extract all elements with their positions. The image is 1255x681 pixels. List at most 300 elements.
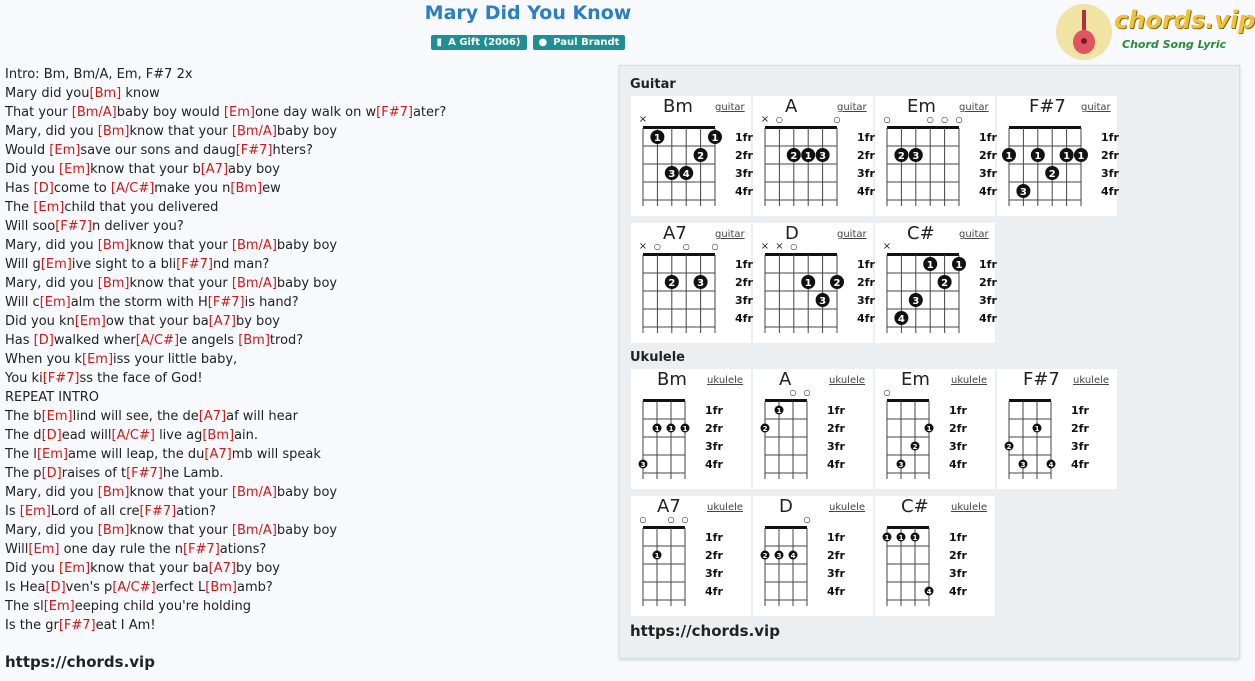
logo-tagline: Chord Song Lyric [1122, 38, 1227, 51]
chord-name[interactable]: [A/C#] [112, 580, 156, 595]
lyric-line [5, 198, 605, 217]
chord-name[interactable]: [Em] [33, 200, 65, 215]
lyric-text: ew [262, 181, 281, 196]
lyric-text: child that you delivered [64, 200, 219, 215]
chord-name[interactable]: [Em] [49, 143, 81, 158]
lyric-text: Mary, did you [5, 238, 98, 253]
lyric-line [5, 103, 605, 122]
lyric-line [5, 521, 605, 540]
svg-text:1: 1 [682, 425, 688, 433]
lyric-text: ven's p [65, 580, 113, 595]
logo-text: chords.vip [1114, 6, 1255, 34]
instrument-link[interactable]: guitar [837, 102, 867, 113]
chord-name[interactable]: [D] [33, 333, 54, 348]
svg-text:2fr: 2fr [705, 422, 723, 435]
svg-text:○: ○ [926, 115, 934, 124]
chord-diagram [753, 369, 873, 489]
chord-diagram [753, 96, 873, 216]
chord-name[interactable]: [A/C#] [110, 181, 155, 196]
svg-text:2: 2 [668, 278, 676, 289]
svg-text:4fr: 4fr [735, 185, 753, 198]
chord-card-a7[interactable] [631, 496, 751, 616]
song-badges [0, 35, 1056, 50]
lyric-line [5, 122, 605, 141]
lyrics-block [5, 65, 605, 635]
svg-text:○: ○ [682, 242, 690, 251]
album-label: A Gift (2006) [448, 37, 521, 48]
lyric-text: Did you kn [5, 314, 75, 329]
svg-text:4fr: 4fr [979, 312, 997, 325]
lyric-text: ive sight to a bli [71, 257, 177, 272]
lyric-text: The l [5, 447, 37, 462]
chord-diagram [875, 223, 995, 343]
svg-text:4fr: 4fr [735, 312, 753, 325]
chord-name[interactable]: [A7] [200, 162, 229, 177]
chord-card-name: A [779, 369, 792, 390]
svg-text:3fr: 3fr [705, 440, 723, 453]
lyric-text: erfect L [155, 580, 206, 595]
svg-text:1: 1 [776, 407, 782, 415]
svg-text:2fr: 2fr [1071, 422, 1089, 435]
chord-card-d[interactable] [753, 223, 873, 343]
lyric-line [5, 578, 605, 597]
svg-text:1fr: 1fr [735, 131, 753, 144]
svg-text:○: ○ [639, 515, 647, 524]
album-icon: ▮ [436, 37, 443, 48]
svg-text:3fr: 3fr [857, 294, 875, 307]
chord-name[interactable]: [Em] [40, 257, 72, 272]
lyric-text: know that your [129, 485, 232, 500]
svg-text:3fr: 3fr [827, 440, 845, 453]
svg-text:3fr: 3fr [735, 294, 753, 307]
chord-name[interactable]: [F#7] [126, 466, 163, 481]
lyric-text: Has [5, 333, 34, 348]
instrument-link[interactable]: guitar [837, 229, 867, 240]
chord-name[interactable]: [F#7] [207, 295, 245, 310]
instrument-link[interactable]: ukulele [829, 502, 866, 513]
svg-text:×: × [638, 241, 648, 252]
svg-text:2: 2 [762, 552, 768, 560]
lyric-text: nd man? [212, 257, 270, 272]
chord-card-name: F#7 [1029, 96, 1066, 117]
lyric-text: baby boy [276, 276, 338, 291]
site-logo[interactable] [1054, 2, 1255, 62]
chord-name[interactable]: [Bm/A] [231, 238, 277, 253]
svg-text:1: 1 [654, 425, 660, 433]
lyric-text: Did you [5, 162, 60, 177]
chord-name[interactable]: [Bm/A] [231, 276, 277, 291]
lyric-text: one day rule the n [59, 542, 183, 557]
instrument-link[interactable]: guitar [715, 229, 745, 240]
lyric-text: Intro: Bm, Bm/A, Em, F#7 2x [5, 67, 193, 82]
lyric-line [5, 407, 605, 426]
svg-text:3: 3 [912, 151, 920, 162]
svg-text:3: 3 [819, 296, 827, 307]
chord-card-bm[interactable] [631, 369, 751, 489]
svg-text:4: 4 [1048, 461, 1054, 469]
instrument-link[interactable]: ukulele [951, 375, 988, 386]
chord-card-name: A [785, 96, 798, 117]
lyric-text: Will [5, 542, 29, 557]
lyric-text: save our sons and daug [80, 143, 236, 158]
chord-name[interactable]: [F#7] [176, 257, 213, 272]
svg-text:○: ○ [681, 515, 689, 524]
chord-diagrams-panel [619, 65, 1240, 659]
lyric-line [5, 388, 605, 407]
svg-text:1: 1 [804, 151, 812, 162]
chord-name[interactable]: [Em] [59, 162, 91, 177]
lyric-text: Will c [5, 295, 40, 310]
chord-name[interactable]: [Em] [41, 409, 73, 424]
chord-name[interactable]: [Bm] [89, 86, 122, 101]
lyric-text: Did you [5, 561, 60, 576]
chord-card-csharp[interactable] [875, 223, 995, 343]
chord-name[interactable]: [D] [41, 428, 62, 443]
svg-text:2fr: 2fr [949, 422, 967, 435]
chord-diagram [875, 369, 995, 489]
chord-card-a7[interactable] [631, 223, 751, 343]
svg-text:○: ○ [790, 242, 798, 251]
svg-text:1fr: 1fr [857, 131, 875, 144]
lyric-text: Is [5, 504, 20, 519]
panel-footer-link[interactable]: https://chords.vip [630, 622, 780, 640]
chord-name[interactable]: [Em] [74, 314, 106, 329]
svg-text:4fr: 4fr [857, 312, 875, 325]
svg-text:2: 2 [897, 151, 905, 162]
svg-text:1: 1 [654, 552, 660, 560]
lyric-line [5, 350, 605, 369]
chord-name[interactable]: [F#7] [235, 143, 273, 158]
chord-name[interactable]: [A7] [204, 447, 232, 462]
chord-name[interactable]: [Em] [59, 561, 91, 576]
song-title: Mary Did You Know [424, 2, 632, 24]
lyric-line [5, 141, 605, 160]
chord-name[interactable]: [Em] [39, 295, 71, 310]
svg-text:1fr: 1fr [705, 531, 723, 544]
chord-name[interactable]: [Bm/A] [231, 124, 277, 139]
lyric-text: iss your little baby, [113, 352, 238, 367]
lyric-text: he Lamb. [162, 466, 224, 481]
chord-card-name: D [785, 223, 799, 244]
chord-diagram [753, 496, 873, 616]
svg-text:1: 1 [884, 534, 890, 542]
svg-text:4: 4 [897, 314, 905, 325]
chord-card-name: F#7 [1023, 369, 1060, 390]
svg-text:×: × [760, 114, 770, 125]
chord-name[interactable]: [F#7] [376, 105, 413, 120]
chord-name[interactable]: [Em] [19, 504, 51, 519]
lyric-text: by boy [235, 561, 280, 576]
chord-card-csharp[interactable] [875, 496, 995, 616]
chord-name[interactable]: [Bm] [97, 238, 130, 253]
lyric-line [5, 255, 605, 274]
svg-text:1: 1 [804, 278, 812, 289]
lyric-text: REPEAT INTRO [5, 390, 100, 405]
svg-text:3fr: 3fr [949, 440, 967, 453]
svg-text:2fr: 2fr [979, 276, 997, 289]
instrument-link[interactable]: guitar [959, 229, 989, 240]
lyric-text: know that your [129, 124, 232, 139]
svg-text:3: 3 [776, 552, 782, 560]
svg-text:○: ○ [667, 515, 675, 524]
lyric-text: baby boy [276, 238, 338, 253]
lyric-text: You ki [5, 371, 43, 386]
svg-text:1: 1 [1034, 425, 1040, 433]
lyric-text: e angels [179, 333, 239, 348]
lyric-text: baby boy [276, 485, 338, 500]
svg-text:1: 1 [1077, 151, 1085, 162]
chord-card-name: A7 [663, 223, 687, 244]
chord-name[interactable]: [A7] [198, 409, 227, 424]
lyric-text: The sl [5, 599, 44, 614]
svg-text:2fr: 2fr [857, 276, 875, 289]
guitar-icon [1070, 10, 1098, 56]
chord-name[interactable]: [Bm] [97, 276, 130, 291]
chord-name[interactable]: [Bm/A] [231, 485, 277, 500]
svg-text:2fr: 2fr [827, 549, 845, 562]
lyric-text: live ag [154, 428, 203, 443]
chord-name[interactable]: [Bm/A] [71, 105, 117, 120]
chord-name[interactable]: [F#7] [182, 542, 220, 557]
svg-text:3: 3 [640, 461, 646, 469]
ukulele-section-title: Ukulele [630, 350, 686, 365]
instrument-link[interactable]: ukulele [707, 502, 744, 513]
lyric-line [5, 293, 605, 312]
chord-card-name: Bm [657, 369, 687, 390]
svg-text:○: ○ [803, 515, 811, 524]
lyric-text: is hand? [244, 295, 299, 310]
svg-text:4fr: 4fr [1071, 458, 1089, 471]
svg-text:4: 4 [790, 552, 796, 560]
lyric-text: ain. [234, 428, 259, 443]
chord-card-bm[interactable] [631, 96, 751, 216]
lyric-text: eeping child you're holding [74, 599, 252, 614]
svg-text:×: × [882, 241, 892, 252]
footer-link[interactable]: https://chords.vip [5, 653, 155, 671]
instrument-link[interactable]: guitar [1081, 102, 1111, 113]
album-badge[interactable] [431, 35, 527, 50]
chord-name[interactable]: [Bm] [97, 485, 130, 500]
lyric-text: That your [5, 105, 72, 120]
chord-name[interactable]: [Em] [223, 105, 255, 120]
chord-card-em[interactable] [875, 96, 995, 216]
svg-text:1fr: 1fr [705, 404, 723, 417]
svg-text:2: 2 [762, 425, 768, 433]
chord-card-d[interactable] [753, 496, 873, 616]
chord-diagram [631, 496, 751, 616]
svg-text:×: × [760, 241, 770, 252]
lyric-line [5, 483, 605, 502]
chord-name[interactable]: [F#7] [58, 618, 96, 633]
lyric-text: n deliver you? [92, 219, 184, 234]
lyric-text: alm the storm with H [70, 295, 208, 310]
svg-text:2fr: 2fr [705, 549, 723, 562]
lyric-text: af will hear [226, 409, 298, 424]
svg-text:3: 3 [668, 169, 676, 180]
svg-text:2: 2 [833, 278, 841, 289]
chord-diagram [631, 369, 751, 489]
svg-text:2fr: 2fr [949, 549, 967, 562]
lyric-text: Mary did you [5, 86, 90, 101]
lyric-text: make you n [154, 181, 231, 196]
svg-text:1fr: 1fr [827, 531, 845, 544]
svg-text:4fr: 4fr [827, 458, 845, 471]
chord-name[interactable]: [Bm/A] [231, 523, 277, 538]
instrument-link[interactable]: guitar [715, 102, 745, 113]
chord-name[interactable]: [Em] [28, 542, 60, 557]
svg-text:○: ○ [653, 242, 661, 251]
lyric-text: The d [5, 428, 42, 443]
svg-text:3: 3 [1019, 187, 1027, 198]
lyric-line [5, 369, 605, 388]
lyric-text: hters? [272, 143, 313, 158]
lyric-text: ame will leap, the du [67, 447, 205, 462]
chord-card-name: Em [907, 96, 936, 117]
lyric-line [5, 502, 605, 521]
lyric-text: Has [5, 181, 34, 196]
chord-card-em[interactable] [875, 369, 995, 489]
svg-text:1: 1 [912, 534, 918, 542]
svg-text:3fr: 3fr [827, 567, 845, 580]
lyric-line [5, 445, 605, 464]
instrument-link[interactable]: ukulele [1073, 375, 1110, 386]
svg-text:1fr: 1fr [1071, 404, 1089, 417]
chord-name[interactable]: [F#7] [42, 371, 80, 386]
svg-text:4fr: 4fr [949, 585, 967, 598]
chord-card-a[interactable] [753, 96, 873, 216]
svg-text:4: 4 [682, 169, 690, 180]
chord-card-a[interactable] [753, 369, 873, 489]
svg-text:3fr: 3fr [949, 567, 967, 580]
chord-name[interactable]: [Bm] [202, 428, 235, 443]
svg-text:○: ○ [803, 388, 811, 397]
lyric-text: ead will [61, 428, 112, 443]
artist-label: Paul Brandt [553, 37, 620, 48]
svg-text:○: ○ [711, 242, 719, 251]
chord-name[interactable]: [A/C#] [111, 428, 155, 443]
svg-text:1: 1 [653, 133, 661, 144]
lyric-line [5, 217, 605, 236]
chord-diagram [875, 496, 995, 616]
artist-badge[interactable] [533, 35, 626, 50]
svg-text:3: 3 [898, 461, 904, 469]
lyric-text: know that your [129, 523, 232, 538]
lyric-text: Is the gr [5, 618, 59, 633]
chord-name[interactable]: [Bm] [97, 124, 130, 139]
svg-text:3fr: 3fr [1101, 167, 1119, 180]
svg-text:1fr: 1fr [979, 131, 997, 144]
lyric-text: trod? [269, 333, 304, 348]
svg-text:3fr: 3fr [735, 167, 753, 180]
svg-text:1fr: 1fr [735, 258, 753, 271]
svg-text:2fr: 2fr [827, 422, 845, 435]
svg-text:4fr: 4fr [705, 585, 723, 598]
chord-card-name: A7 [657, 496, 681, 517]
chord-name[interactable]: [Bm] [97, 523, 130, 538]
chord-card-name: C# [901, 496, 929, 517]
chord-name[interactable]: [D] [45, 580, 66, 595]
lyric-text: mb will speak [231, 447, 321, 462]
svg-text:1: 1 [926, 425, 932, 433]
lyric-text: Mary, did you [5, 276, 98, 291]
chord-name[interactable]: [F#7] [55, 219, 93, 234]
svg-text:4fr: 4fr [705, 458, 723, 471]
chord-name[interactable]: [Em] [43, 599, 75, 614]
chord-name[interactable]: [Bm] [230, 181, 263, 196]
svg-text:2fr: 2fr [1101, 149, 1119, 162]
lyric-text: amb? [236, 580, 273, 595]
lyric-text: Mary, did you [5, 523, 98, 538]
lyric-text: come to [53, 181, 111, 196]
svg-text:○: ○ [789, 388, 797, 397]
lyric-text: know that your b [90, 162, 201, 177]
lyric-text: baby boy [276, 124, 338, 139]
chord-name[interactable]: [A7] [208, 561, 236, 576]
svg-text:1: 1 [955, 260, 963, 271]
svg-text:○: ○ [883, 115, 891, 124]
chord-name[interactable]: [Bm] [238, 333, 270, 348]
svg-text:1fr: 1fr [949, 531, 967, 544]
svg-text:1fr: 1fr [949, 404, 967, 417]
svg-text:3fr: 3fr [705, 567, 723, 580]
lyric-text: Mary, did you [5, 124, 98, 139]
lyric-text: The [5, 200, 34, 215]
svg-text:○: ○ [883, 388, 891, 397]
instrument-link[interactable]: ukulele [951, 502, 988, 513]
chord-name[interactable]: [Em] [36, 447, 68, 462]
lyric-text: The p [5, 466, 42, 481]
lyric-text: ation? [176, 504, 217, 519]
chord-name[interactable]: [D] [41, 466, 62, 481]
svg-text:1fr: 1fr [827, 404, 845, 417]
chord-name[interactable]: [A7] [208, 314, 236, 329]
svg-text:1: 1 [1034, 151, 1042, 162]
lyric-text: baby boy would [116, 105, 224, 120]
instrument-link[interactable]: guitar [959, 102, 989, 113]
instrument-link[interactable]: ukulele [829, 375, 866, 386]
svg-text:2: 2 [1048, 169, 1056, 180]
lyric-line [5, 160, 605, 179]
lyric-text: walked wher [53, 333, 136, 348]
lyric-text: baby boy [276, 523, 338, 538]
svg-text:2: 2 [697, 151, 705, 162]
svg-text:4fr: 4fr [1101, 185, 1119, 198]
chord-name[interactable]: [A/C#] [135, 333, 180, 348]
chord-card-fsharp7[interactable] [997, 96, 1117, 216]
chord-name[interactable]: [F#7] [139, 504, 177, 519]
svg-text:4fr: 4fr [857, 185, 875, 198]
svg-text:○: ○ [775, 115, 783, 124]
chord-name[interactable]: [D] [33, 181, 54, 196]
svg-text:2: 2 [1006, 443, 1012, 451]
lyric-text: know that your [129, 238, 232, 253]
chord-name[interactable]: [Bm] [205, 580, 237, 595]
chord-name[interactable]: [Em] [82, 352, 114, 367]
svg-text:4: 4 [926, 588, 932, 596]
lyric-text: Is Hea [5, 580, 46, 595]
lyric-text: Mary, did you [5, 485, 98, 500]
lyric-line [5, 65, 605, 84]
lyric-text: by boy [235, 314, 280, 329]
lyric-text: ations? [219, 542, 267, 557]
lyric-text: ater? [412, 105, 447, 120]
svg-text:4fr: 4fr [979, 185, 997, 198]
guitar-section-title: Guitar [630, 77, 676, 92]
svg-text:3fr: 3fr [1071, 440, 1089, 453]
instrument-link[interactable]: ukulele [707, 375, 744, 386]
svg-text:1: 1 [898, 534, 904, 542]
chord-card-fsharp7[interactable] [997, 369, 1117, 489]
